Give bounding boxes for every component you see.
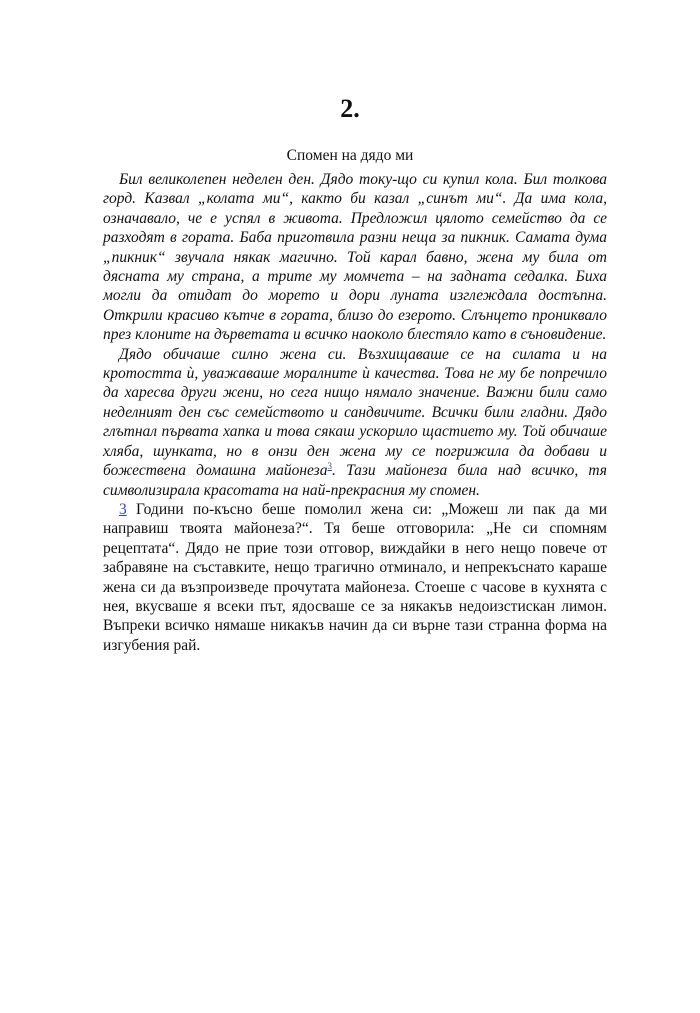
paragraph-1: Бил великолепен неделен ден. Дядо току-що си купил кола. Бил толкова горд. Казвал „колата ми“, както би казал „синът ми“. Да има кола, означавало, че е успял в живота. Предложил цялото семейство да се разходят в гората. Баба приготвила разни неща за пикник. Самата дума „пикник“ звучала някак магично. Той карал бавно, жена му била от дясната му страна, а трите му момчета – на задната седалка. Биха могли да отидат до морето и дори луната изглеждала достъпна. Открили красиво кътче в гората, близо до езерото. Слънцето прониквало през клоните на дърветата и всичко наоколо блестяло като в съновидение.	[103, 171, 607, 344]
paragraph-2	[103, 345, 607, 500]
footnote-text: Години по-късно беше помолил жена си: „Можеш ли пак да ми направиш твоята майонеза?“. Тя беше отговорила: „Не си спомням рецептата“. Дядо не прие този отговор, виждайки в него нещо повече от забравяне на съставките, нещо трагично отминало, и непрекъснато караше жена си да възпроизведе прочутата майонеза. Стоеше с часове в кухнята с нея, вкусваше я всеки път, ядосваше се за някакъв недоизстискан лимон. Въпреки всичко нямаше никакъв начин да си върне тази странна форма на изгубения рай.	[103, 500, 607, 654]
chapter-body	[103, 170, 607, 655]
chapter-title: Спомен на дядо ми	[286, 147, 414, 164]
footnote	[103, 500, 607, 655]
footnote-backlink[interactable]: 3	[119, 500, 127, 518]
footnote-reference-link[interactable]: 3	[327, 460, 332, 471]
chapter-number: 2.	[340, 94, 360, 123]
paragraph-2-text: Дядо обичаше силно жена си. Възхищаваше се на силата и на кротостта ѝ, уважаваше моралните ѝ качества. Това не му бе попречило да харесва други жени, но сега нищо нямало значение. Важни били само неделният ден със семейството и сандвичите. Всички били гладни. Дядо глътнал първата хапка и това сякаш ускорило щастието му. Той обичаше хляба, шунката, но в онзи ден жена му се погрижила да добави и божествена домашна майонеза	[103, 345, 607, 480]
paragraph-2-text-end: . Тази майонеза била над всичко, тя символизирала красотата на най-прекрасния му спомен.	[103, 462, 607, 499]
